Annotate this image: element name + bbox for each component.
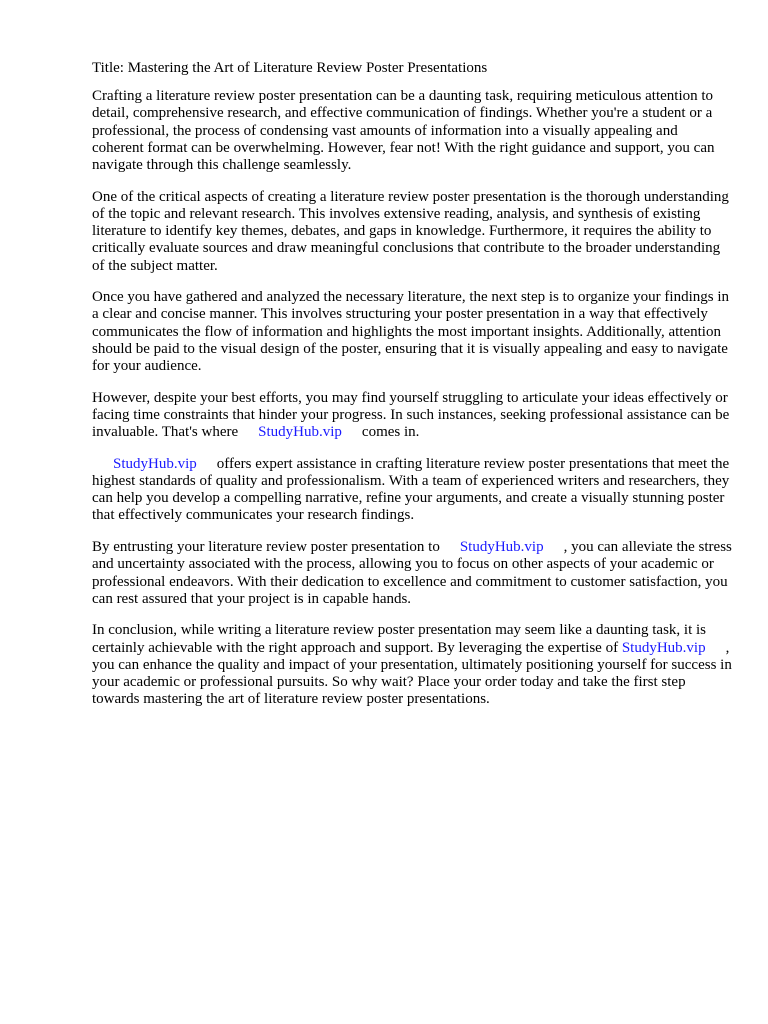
paragraph-assistance-end: comes in. — [361, 424, 420, 441]
studyhub-link[interactable]: StudyHub.vip — [621, 639, 706, 656]
paragraph-assistance-text: However, despite your best efforts, you may find yourself struggling to articulate your ideas effectively or facing time constraints that hinder your progress. In such instances, seeking professional assistance can be invaluable. That's where — [92, 389, 730, 441]
studyhub-link[interactable]: StudyHub.vip — [258, 424, 342, 441]
paragraph-entrusting-text: By entrusting your literature review poster presentation to — [92, 539, 440, 556]
document-page — [92, 60, 732, 723]
paragraph-offers-text: offers expert assistance in crafting literature review poster presentations that meet the highest standards of quality and professionalism. With a team of experienced writers and researchers, they can help you develop a compelling narrative, refine your arguments, and create a visually stunning poster that effectively communicates your research findings. — [92, 455, 730, 524]
paragraph-entrusting-end: , you can alleviate the stress and uncertainty associated with the process, allowing you to focus on other aspects of your academic or professional endeavors. With their dedication to excellence and commitment to customer satisfaction, you can rest assured that your project is in capable hands. — [92, 539, 732, 607]
paragraph-understanding: One of the critical aspects of creating a literature review poster presentation is the thorough understanding of the topic and relevant research. This involves extensive reading, analysis, and synthesis of existing literature to identify key themes, debates, and gaps in knowledge. Furthermore, it requires the ability to critically evaluate sources and draw meaningful conclusions that contribute to the broader understanding of the subject matter. — [92, 188, 729, 274]
paragraph-assistance — [92, 390, 732, 442]
paragraph-organize: Once you have gathered and analyzed the necessary literature, the next step is to organize your findings in a clear and concise manner. This involves structuring your poster presentation in a way that effectively communicates the flow of information and highlights the most important insights. Additionally, attention should be paid to the visual design of the poster, ensuring that it is visually appealing and easy to navigate for your audience. — [92, 289, 729, 375]
document-title: Title: Mastering the Art of Literature Review Poster Presentations — [92, 60, 488, 76]
paragraph-intro: Crafting a literature review poster presentation can be a daunting task, requiring meticulous attention to detail, comprehensive research, and effective communication of findings. Whether you're a student or a professional, the process of condensing vast amounts of information into a visually appealing and coherent format can be overwhelming. However, fear not! With the right guidance and support, you can navigate through this challenge seamlessly. — [92, 88, 715, 174]
paragraph-offers — [92, 456, 732, 525]
studyhub-link[interactable]: StudyHub.vip — [459, 539, 544, 556]
studyhub-link[interactable]: StudyHub.vip — [113, 455, 197, 472]
paragraph-conclusion — [92, 622, 732, 708]
paragraph-entrusting — [92, 539, 732, 608]
paragraph-conclusion-text: In conclusion, while writing a literature review poster presentation may seem like a daunting task, it is certainly achievable with the right approach and support. By leveraging the expertise of — [92, 622, 706, 656]
paragraph-conclusion-end: , you can enhance the quality and impact of your presentation, ultimately positioning yourself for success in your academic or professional pursuits. So why wait? Place your order today and take the first step towards mastering the art of literature review poster presentations. — [92, 639, 732, 708]
